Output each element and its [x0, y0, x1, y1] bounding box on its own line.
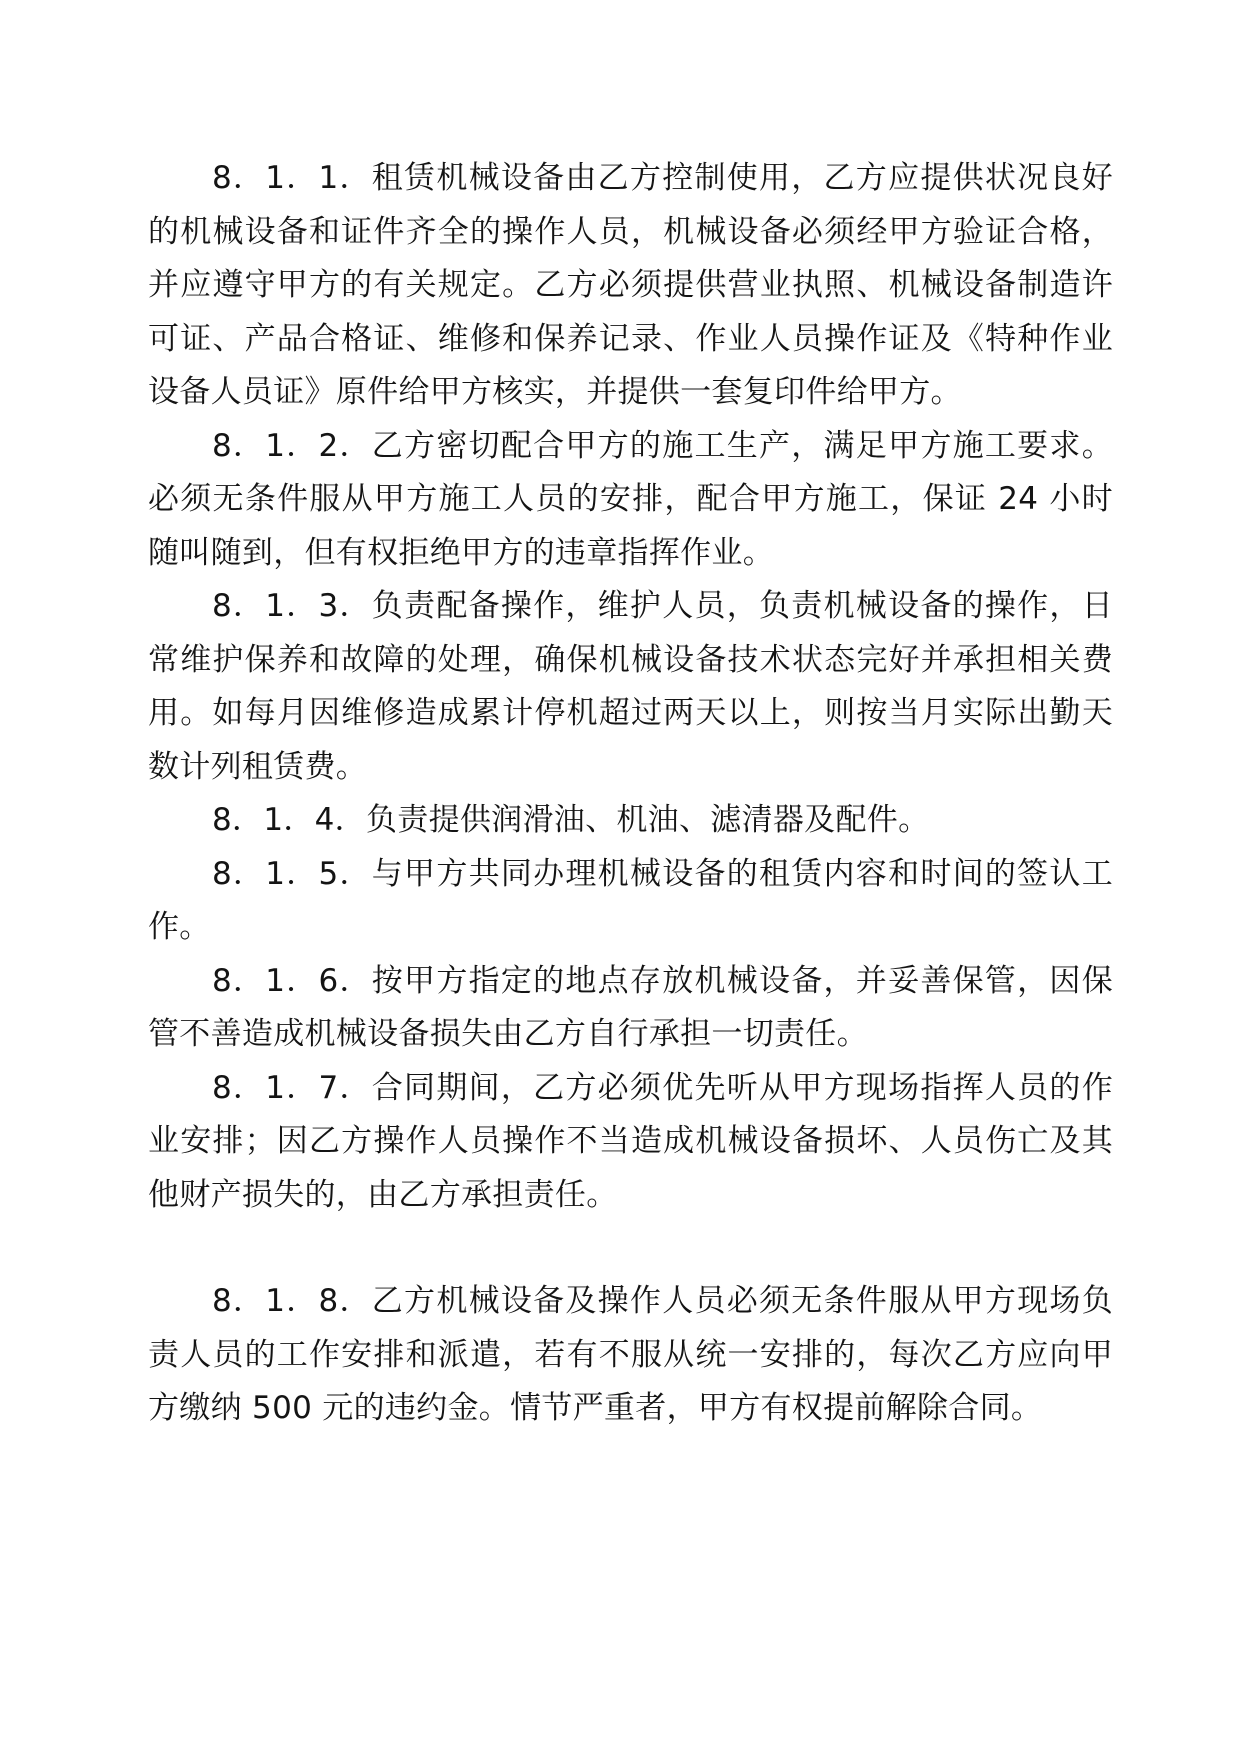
- clause-8-1-4: 8．1．4．负责提供润滑油、机油、滤清器及配件。: [212, 802, 930, 838]
- clause-8-1-2: 8．1．2．乙方密切配合甲方的施工生产，满足甲方施工要求。必须无条件服从甲方施工人员的安排，配合甲方施工，保证 24 小时随叫随到，但有权拒绝甲方的违章指挥作业。: [148, 427, 1113, 571]
- clause-8-1-1: 8．1．1．租赁机械设备由乙方控制使用，乙方应提供状况良好的机械设备和证件齐全的操作人员，机械设备必须经甲方验证合格，并应遵守甲方的有关规定。乙方必须提供营业执照、机械设备制造许可证、产品合格证、维修和保养记录、作业人员操作证及《特种作业设备人员证》原件给甲方核实，并提供一套复印件给甲方。: [148, 160, 1113, 410]
- clause-8-1-7: 8．1．7．合同期间，乙方必须优先听从甲方现场指挥人员的作业安排；因乙方操作人员操作不当造成机械设备损坏、人员伤亡及其他财产损失的，由乙方承担责任。: [148, 1069, 1113, 1213]
- clause-8-1-5: 8．1．5．与甲方共同办理机械设备的租赁内容和时间的签认工作。: [148, 855, 1113, 945]
- document-page: [148, 152, 1113, 1436]
- clause-8-1-8: 8．1．8．乙方机械设备及操作人员必须无条件服从甲方现场负责人员的工作安排和派遣，若有不服从统一安排的，每次乙方应向甲方缴纳 500 元的违约金。情节严重者，甲方有权提前解除合同。: [148, 1283, 1113, 1426]
- clause-8-1-6: 8．1．6．按甲方指定的地点存放机械设备，并妥善保管，因保管不善造成机械设备损失由乙方自行承担一切责任。: [148, 962, 1113, 1052]
- clause-8-1-3: 8．1．3．负责配备操作，维护人员，负责机械设备的操作，日常维护保养和故障的处理，确保机械设备技术状态完好并承担相关费用。如每月因维修造成累计停机超过两天以上，则按当月实际出勤天数计列租赁费。: [148, 588, 1113, 785]
